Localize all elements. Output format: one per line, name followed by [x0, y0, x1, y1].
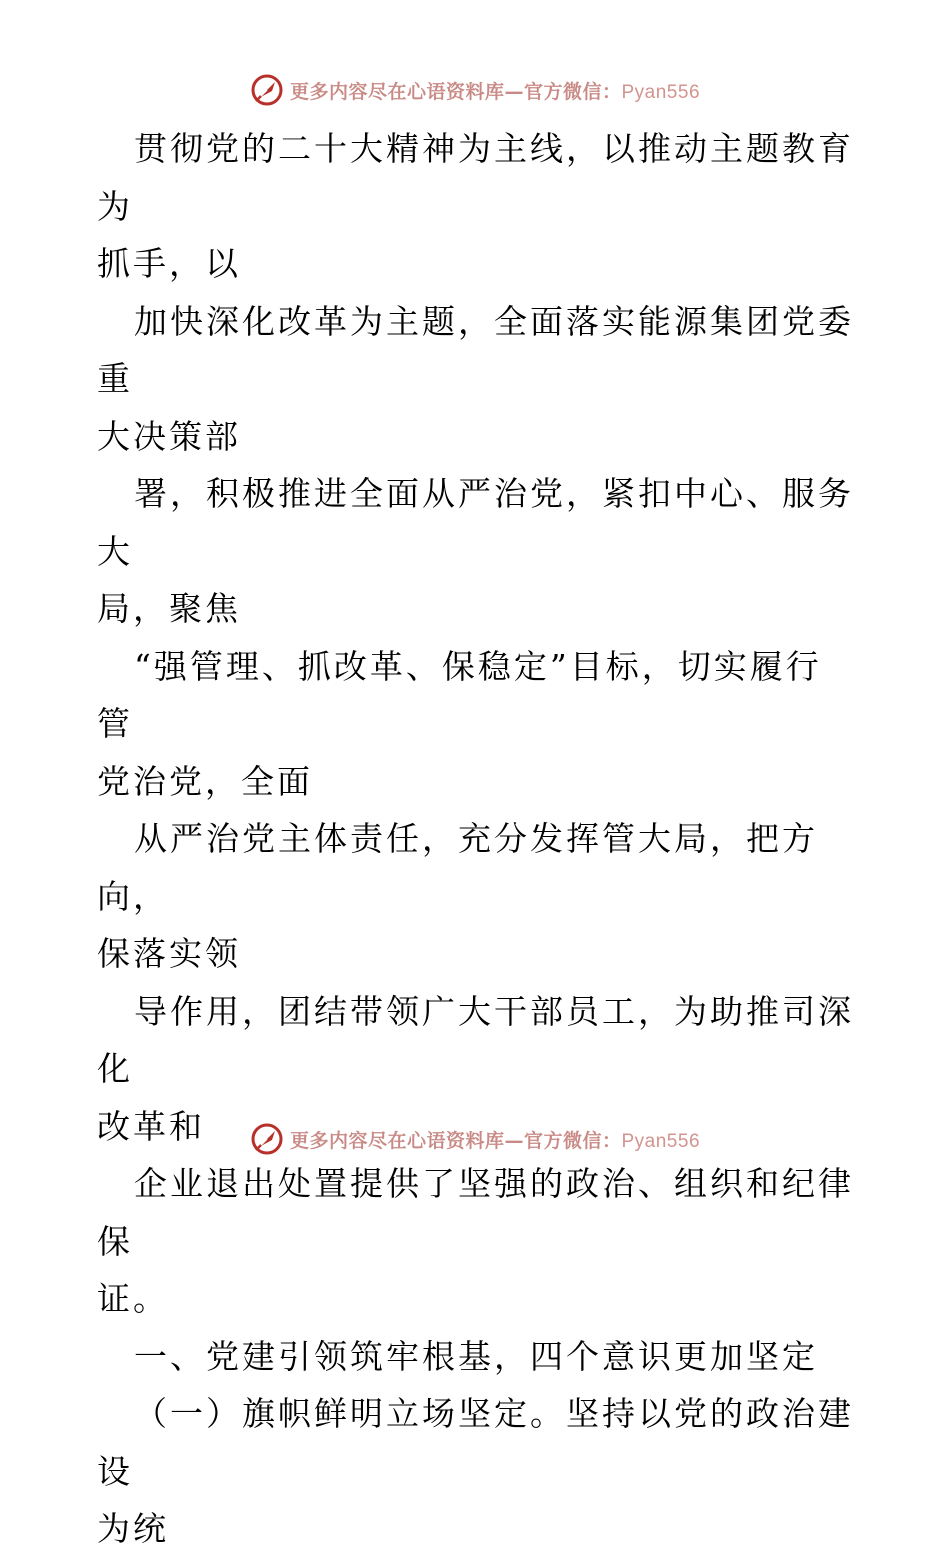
watermark-text: 更多内容尽在心语资料库—官方微信：Pyan556	[289, 1129, 701, 1152]
paragraph-line: 改革和	[97, 1106, 205, 1146]
paragraph-line: 党治党，全面	[97, 761, 313, 801]
paragraph-line: 保落实领	[97, 934, 241, 973]
footer-watermark	[0, 1119, 950, 1159]
paragraph-line: 导作用，团结带领广大干部员工，为助推司深化	[97, 991, 854, 1088]
paragraph-line: 加快深化改革为主题，全面落实能源集团党委重	[97, 301, 854, 398]
paragraph-line: 抓手，以	[97, 244, 241, 283]
document-body	[97, 120, 857, 1558]
header-watermark	[0, 70, 950, 110]
paragraph-line: 署，积极推进全面从严治党，紧扣中心、服务大	[97, 474, 854, 571]
paragraph-line: 局，聚焦	[97, 589, 241, 628]
section-heading: 一、党建引领筑牢根基，四个意识更加坚定	[134, 1336, 818, 1376]
feather-pen-logo-icon	[250, 1122, 284, 1156]
paragraph-line: 贯彻党的二十大精神为主线，以推动主题教育为	[97, 129, 854, 226]
watermark-text: 更多内容尽在心语资料库—官方微信：Pyan556	[289, 80, 701, 103]
feather-pen-logo-icon	[250, 73, 284, 107]
paragraph-line: 企业退出处置提供了坚强的政治、组织和纪律保	[97, 1164, 854, 1261]
paragraph-line: （一）旗帜鲜明立场坚定。坚持以党的政治建设	[97, 1394, 854, 1491]
paragraph-line: 大决策部	[97, 416, 241, 456]
paragraph-line: 证。	[97, 1279, 169, 1318]
paragraph-line: 从严治党主体责任，充分发挥管大局，把方向，	[97, 819, 818, 916]
paragraph-line: 为统	[97, 1509, 169, 1548]
paragraph-line: “强管理、抓改革、保稳定”目标，切实履行管	[97, 646, 822, 743]
